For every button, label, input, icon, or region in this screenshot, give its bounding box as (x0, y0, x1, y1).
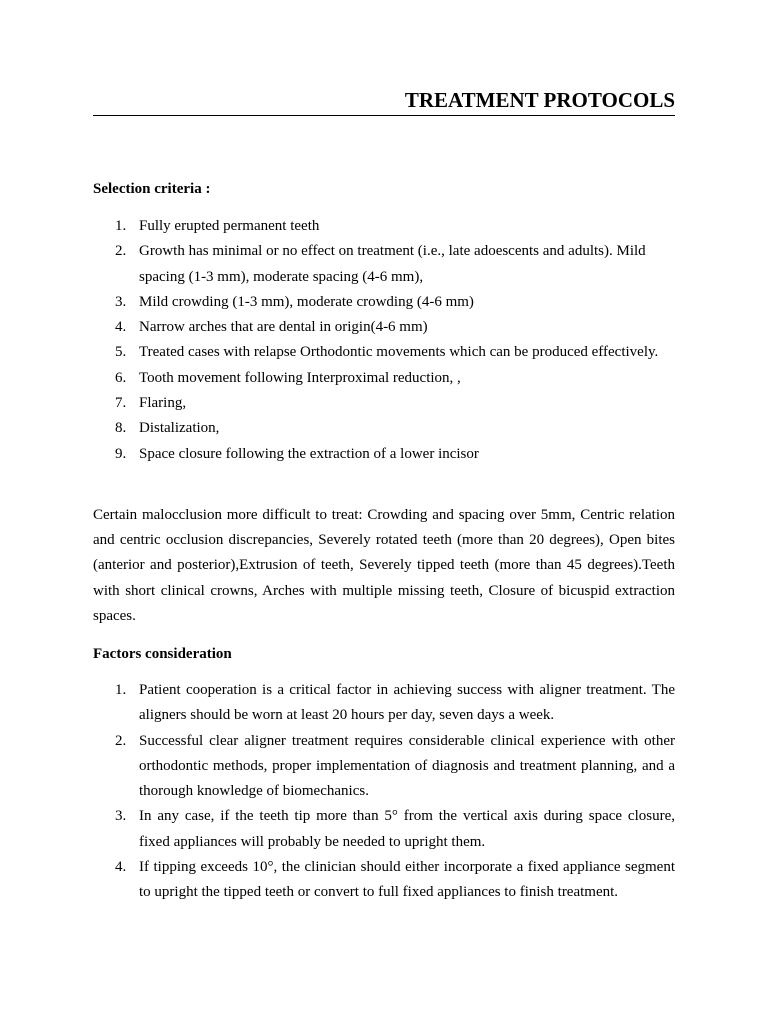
list-item-number: 6. (115, 369, 127, 386)
list-item (93, 678, 675, 729)
list-item-text: Narrow arches that are dental in origin(4-6 mm) (139, 319, 428, 336)
list-item (93, 391, 675, 416)
list-item-number: 4. (115, 319, 127, 336)
list-item (93, 315, 675, 340)
list-item-text: Growth has minimal or no effect on treatment (i.e., late adoescents and adults). Mild spacing (1-3 mm), moderate spacing (4-6 mm), (139, 243, 646, 285)
list-item-number: 8. (115, 420, 127, 437)
list-item (93, 366, 675, 391)
list-item-number: 1. (115, 218, 127, 234)
factors-consideration-heading: Factors consideration (93, 646, 232, 662)
list-item-text: Space closure following the extraction of a lower incisor (139, 445, 479, 462)
title-rule (93, 86, 675, 116)
list-item-text: Flaring, (139, 395, 187, 412)
list-item-number: 9. (115, 445, 127, 462)
selection-criteria-list (93, 214, 675, 467)
list-item (93, 729, 675, 805)
list-item-text: In any case, if the teeth tip more than 5° from the vertical axis during space closure, fixed appliances will probably be needed to upright them. (139, 808, 675, 850)
list-item-text: Patient cooperation is a critical factor in achieving success with aligner treatment. The aligners should be worn at least 20 hours per day, seven days a week. (139, 682, 675, 724)
difficult-cases-paragraph: Certain malocclusion more difficult to treat: Crowding and spacing over 5mm, Centric relation and centric occlusion discrepancies, Severely rotated teeth (more than 20 degrees), Open bites (anterior and posterior),Extrusion of teeth, Severely tipped teeth (more than 45 degrees).Teeth with short clinical crowns, Arches with multiple missing teeth, Closure of bicuspid extraction spaces. (93, 507, 675, 624)
list-item-text: If tipping exceeds 10°, the clinician should either incorporate a fixed appliance segment to upright the tipped teeth or convert to full fixed appliances to finish treatment. (139, 859, 675, 901)
list-item (93, 340, 675, 365)
list-item-text: Fully erupted permanent teeth (139, 218, 320, 234)
list-item-number: 2. (115, 732, 127, 749)
list-item-text: Distalization, (139, 420, 220, 437)
list-item (93, 416, 675, 441)
list-item (93, 442, 675, 467)
page-title: TREATMENT PROTOCOLS (404, 88, 675, 112)
list-item-number: 3. (115, 293, 127, 310)
list-item-number: 4. (115, 859, 127, 876)
list-item-text: Treated cases with relapse Orthodontic movements which can be produced effectively. (139, 344, 659, 361)
list-item-number: 3. (115, 808, 127, 825)
list-item (93, 804, 675, 855)
list-item (93, 239, 675, 290)
list-item-number: 5. (115, 344, 127, 361)
list-item-number: 7. (115, 395, 127, 412)
selection-criteria-heading: Selection criteria : (93, 181, 211, 197)
list-item (93, 855, 675, 906)
list-item (93, 290, 675, 315)
factors-consideration-list (93, 678, 675, 906)
list-item-number: 2. (115, 243, 127, 260)
list-item-text: Tooth movement following Interproximal reduction, , (139, 369, 461, 386)
list-item-number: 1. (115, 682, 127, 698)
list-item (93, 214, 675, 239)
list-item-text: Successful clear aligner treatment requires considerable clinical experience with other orthodontic methods, proper implementation of diagnosis and treatment planning, and a thorough knowledge of biomechanics. (139, 732, 675, 800)
list-item-text: Mild crowding (1-3 mm), moderate crowding (4-6 mm) (139, 293, 474, 310)
